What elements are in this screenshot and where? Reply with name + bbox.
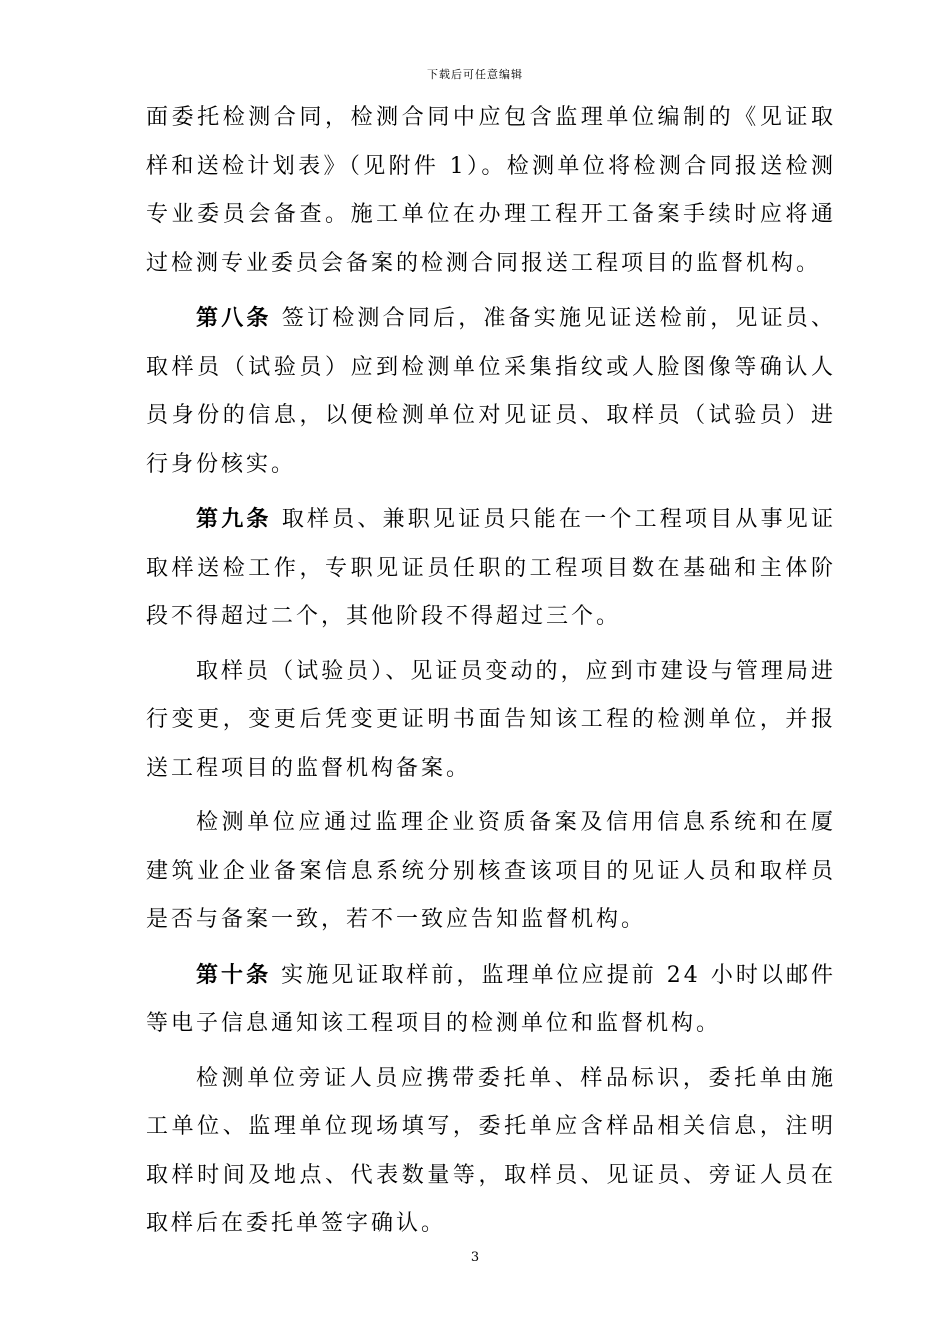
article-9-text: 取样员、兼职见证员只能在一个工程项目从事见证取样送检工作，专职见证员任职的工程项目数在基础和主体阶段不得超过二个，其他阶段不得超过三个。	[146, 507, 836, 629]
paragraph-sampler-change-text: 取样员（试验员）、见证员变动的，应到市建设与管理局进行变更，变更后凭变更证明书面告知该工程的检测单位，并报送工程项目的监督机构备案。	[146, 658, 836, 781]
article-10-heading: 第十条	[196, 961, 272, 988]
article-9	[146, 495, 836, 642]
article-8-heading: 第八条	[196, 305, 272, 331]
article-8	[146, 294, 836, 489]
paragraph-verification	[146, 799, 836, 945]
page-number: 3	[470, 1250, 480, 1265]
article-10	[146, 951, 836, 1049]
page-header: 下载后可任意编辑	[427, 68, 523, 81]
article-10-text: 实施见证取样前，监理单位应提前 24 小时以邮件等电子信息通知该工程项目的检测单位和监督机构。	[146, 962, 836, 1036]
paragraph-witness-personnel-text: 检测单位旁证人员应携带委托单、样品标识，委托单由施工单位、监理单位现场填写，委托单应含样品相关信息，注明取样时间及地点、代表数量等，取样员、见证员、旁证人员在取样后在委托单签字确认。	[146, 1065, 836, 1236]
paragraph-witness-personnel	[146, 1055, 836, 1249]
paragraph-sampler-change	[146, 648, 836, 794]
paragraph-verification-text: 检测单位应通过监理企业资质备案及信用信息系统和在厦建筑业企业备案信息系统分别核查该项目的见证人员和取样员是否与备案一致，若不一致应告知监督机构。	[146, 810, 836, 932]
paragraph-1	[146, 94, 836, 288]
paragraph-1-text: 面委托检测合同，检测合同中应包含监理单位编制的《见证取样和送检计划表》（见附件 1）。检测单位将检测合同报送检测专业委员会备查。施工单位在办理工程开工备案手续时应将通过检测专业委员会备案的检测合同报送工程项目的监督机构。	[146, 105, 836, 276]
article-9-heading: 第九条	[196, 506, 272, 532]
article-8-text: 签订检测合同后，准备实施见证送检前，见证员、取样员（试验员）应到检测单位采集指纹或人脸图像等确认人员身份的信息，以便检测单位对见证员、取样员（试验员）进行身份核实。	[146, 306, 836, 477]
document-body	[146, 94, 836, 1255]
